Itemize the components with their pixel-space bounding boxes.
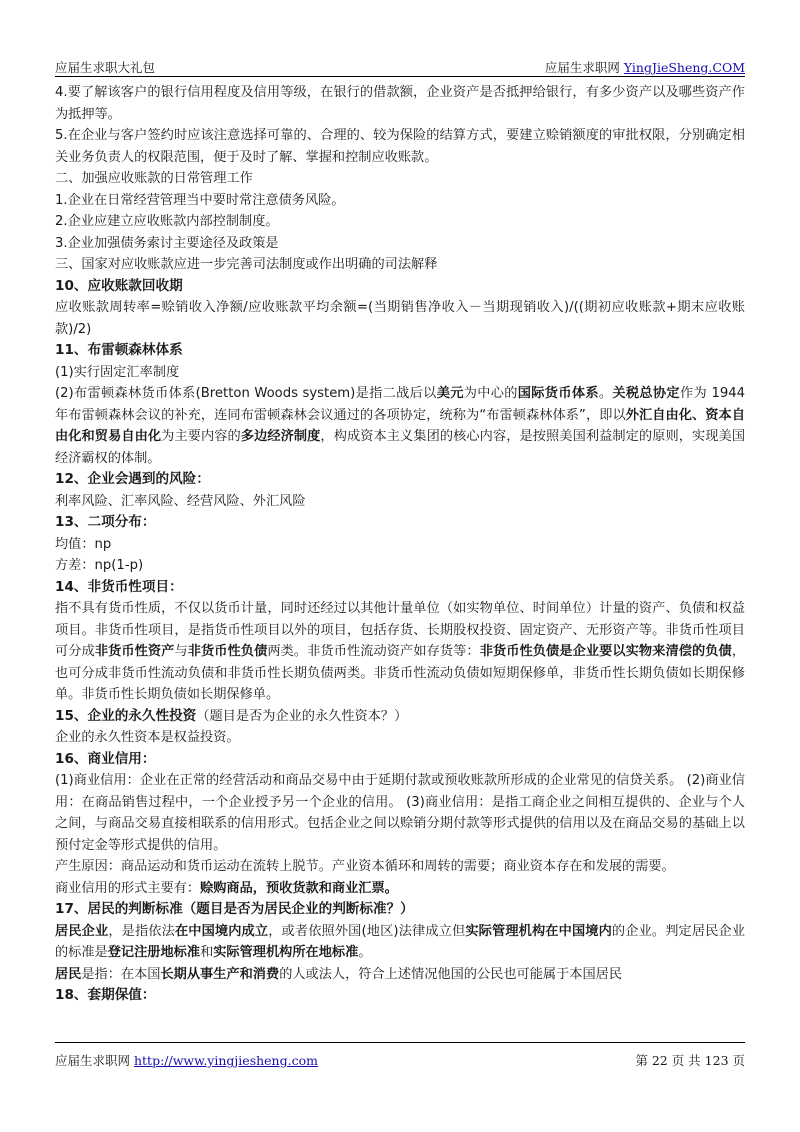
text-run: 13、二项分布： xyxy=(55,514,156,530)
bold-text: 居民 xyxy=(55,966,82,982)
bold-text: 非货币性资产 xyxy=(94,644,175,659)
section-heading xyxy=(55,985,745,1007)
text-run: 的人或法人，符合上述情况他国的公民也可能属于本国居民 xyxy=(279,966,623,982)
bold-text: 非货币性负债是企业要以实物来清偿的负债 xyxy=(479,644,732,659)
section-heading xyxy=(55,899,745,921)
paragraph xyxy=(55,254,745,276)
text-run: 指不具有货币性质，不仅以货币计量，同时还经过以其他计量单位（如实物单位、时间单位）计量的资产、负债和权益项目。非货币性项目，是指货币性项目以外的项目，包括存货、长期股权投资、固定资产、无形资产等。非货币性项目可分成 xyxy=(55,601,745,659)
text-run: 3.企业加强债务索讨主要途径及政策是 xyxy=(55,235,279,251)
section-heading xyxy=(55,469,745,491)
text-run: 两类。非货币性流动资产如存货等： xyxy=(267,644,480,659)
paragraph xyxy=(55,190,745,212)
paragraph xyxy=(55,297,745,340)
text-run: 5.在企业与客户签约时应该注意选择可靠的、合理的、较为保险的结算方式，要建立赊销额度的审批权限，分别确定相关业务负责人的权限范围，便于及时了解、掌握和控制应收账款。 xyxy=(55,128,745,165)
section-heading xyxy=(55,276,745,298)
text-run: 1.企业在日常经营管理当中要时常注意债务风险。 xyxy=(55,192,345,208)
bold-text: 登记注册地标准 xyxy=(107,945,201,960)
text-run: 三、国家对应收账款应进一步完善司法制度或作出明确的司法解释 xyxy=(55,257,438,272)
text-run: 11、布雷顿森林体系 xyxy=(55,342,183,358)
text-run: 二、加强应收账款的日常管理工作 xyxy=(55,171,253,186)
paragraph xyxy=(55,598,745,706)
text-run: 应收账款周转率=赊销收入净额/应收账款平均余额=(当期销售净收入－当期现销收入)/((期初应收账款+期末应收账款)/2) xyxy=(55,300,745,337)
text-run: 2.企业应建立应收账款内部控制制度。 xyxy=(55,214,279,229)
paragraph xyxy=(55,362,745,384)
section-heading xyxy=(55,512,745,534)
paragraph xyxy=(55,168,745,190)
section-heading xyxy=(55,749,745,771)
bold-text: 实际管理机构在中国境内 xyxy=(465,923,612,939)
text-run: ，也可分成非货币性流动负债和非货币性长期负债两类。非货币性流动负债如短期保修单，非货币性长期负债如长期保修单。非货币性长期负债如长期保修单。 xyxy=(55,644,746,702)
text-run: (2)布雷顿森林货币体系(Bretton Woods system)是指二战后以 xyxy=(55,386,437,401)
bold-text: 国际货币体系 xyxy=(517,386,599,401)
section-heading xyxy=(55,706,745,728)
paragraph xyxy=(55,211,745,233)
paragraph xyxy=(55,770,745,856)
bold-text: 外汇自由化、资本自由化和贸易自由化 xyxy=(55,407,746,444)
text-run: ，构成资本主义集团的核心内容，是按照美国利益制定的原则，实现美国经济霸权的体制。 xyxy=(55,429,746,466)
text-run: 是指：在本国 xyxy=(81,966,161,982)
bold-text: 多边经济制度 xyxy=(240,429,321,444)
document-body xyxy=(55,82,745,1007)
text-run: 商业信用的形式主要有： xyxy=(55,880,201,896)
section-heading xyxy=(55,340,745,362)
page-header xyxy=(55,54,745,77)
paragraph xyxy=(55,233,745,255)
paragraph xyxy=(55,921,745,964)
paragraph xyxy=(55,82,745,125)
text-run: 4.要了解该客户的银行信用程度及信用等级，在银行的借款额，企业资产是否抵押给银行，有多少资产以及哪些资产作为抵押等。 xyxy=(55,85,745,122)
text-run: ，或者依照外国(地区)法律成立但 xyxy=(268,923,466,939)
text-run: 与 xyxy=(174,644,188,659)
footer-site-label: 应届生求职网 xyxy=(55,1053,134,1068)
text-run: （题目是否为企业的永久性资本？） xyxy=(196,708,408,724)
text-run: (1)商业信用：企业在正常的经营活动和商品交易中由于延期付款或预收账款所形成的企业常见的信贷关系。 (2)商业信用：在商品销售过程中，一个企业授予另一个企业的信用。 (3)商业信用：是指工商企业之间相互提供的、企业与个人之间，与商品交易直接相联系的信用形式。包括企业之间以赊销分期付款等形式提供的信用以及在商品交易的基础上以预付定金等形式提供的信用。 xyxy=(55,773,745,853)
text-run: 方差：np(1-p) xyxy=(55,558,144,573)
header-site xyxy=(545,58,745,76)
text-run: 均值：np xyxy=(55,536,112,552)
bold-text: 美元 xyxy=(436,386,464,401)
text-run: 为中心的 xyxy=(463,386,518,401)
paragraph xyxy=(55,964,745,986)
bold-text: 赊购商品，预收货款和商业汇票。 xyxy=(200,880,398,896)
paragraph xyxy=(55,878,745,900)
text-run: 的企业。判定居民企业的标准是 xyxy=(55,923,746,960)
text-run: 产生原因：商品运动和货币运动在流转上脱节。产业资本循环和周转的需要；商业资本存在和发展的需要。 xyxy=(55,859,675,874)
bold-text: 长期从事生产和消费 xyxy=(160,966,280,982)
text-run: 12、企业会遇到的风险： xyxy=(55,471,210,487)
text-run: 10、应收账款回收期 xyxy=(55,277,183,294)
bold-text: 实际管理机构所在地标准 xyxy=(213,945,359,960)
paragraph xyxy=(55,727,745,749)
text-run: 利率风险、汇率风险、经营风险、外汇风险 xyxy=(55,493,306,509)
text-run: (1)实行固定汇率制度 xyxy=(55,364,180,380)
header-site-link[interactable]: YingJieSheng.COM xyxy=(623,60,745,75)
bold-text: 关税总协定 xyxy=(612,386,680,401)
header-site-label: 应届生求职网 xyxy=(544,60,624,75)
text-run: 为主要内容的 xyxy=(161,429,241,444)
text-run: 15、企业的永久性投资 xyxy=(55,707,197,724)
bold-text: 居民企业 xyxy=(55,923,109,939)
text-run: 17、居民的判断标准（题目是否为居民企业的判断标准？） xyxy=(55,901,414,917)
footer-site xyxy=(55,1051,318,1069)
text-run: 18、套期保值： xyxy=(55,987,156,1003)
page-number: 第 22 页 共 123 页 xyxy=(635,1053,745,1068)
paragraph xyxy=(55,534,745,556)
paragraph xyxy=(55,555,745,577)
paragraph xyxy=(55,491,745,513)
paragraph xyxy=(55,383,745,469)
text-run: 16、商业信用： xyxy=(55,750,156,767)
text-run: 。 xyxy=(358,945,372,960)
text-run: 企业的永久性资本是权益投资。 xyxy=(55,730,240,745)
paragraph xyxy=(55,856,745,878)
bold-text: 非货币性负债 xyxy=(187,644,268,659)
text-run: 。 xyxy=(598,386,613,401)
page-footer xyxy=(55,1042,745,1067)
paragraph xyxy=(55,125,745,168)
section-heading xyxy=(55,577,745,599)
bold-text: 在中国境内成立 xyxy=(174,923,269,939)
text-run: ，是指依法 xyxy=(108,923,175,939)
text-run: 作为 1944年布雷顿森林会议的补充，连同布雷顿森林会议通过的各项协定，统称为“布雷顿森林体系”，即以 xyxy=(55,386,746,423)
footer-site-link[interactable]: http://www.yingjiesheng.com xyxy=(133,1053,318,1068)
header-title: 应届生求职大礼包 xyxy=(55,60,156,75)
text-run: 14、非货币性项目： xyxy=(55,578,183,595)
text-run: 和 xyxy=(200,945,214,960)
